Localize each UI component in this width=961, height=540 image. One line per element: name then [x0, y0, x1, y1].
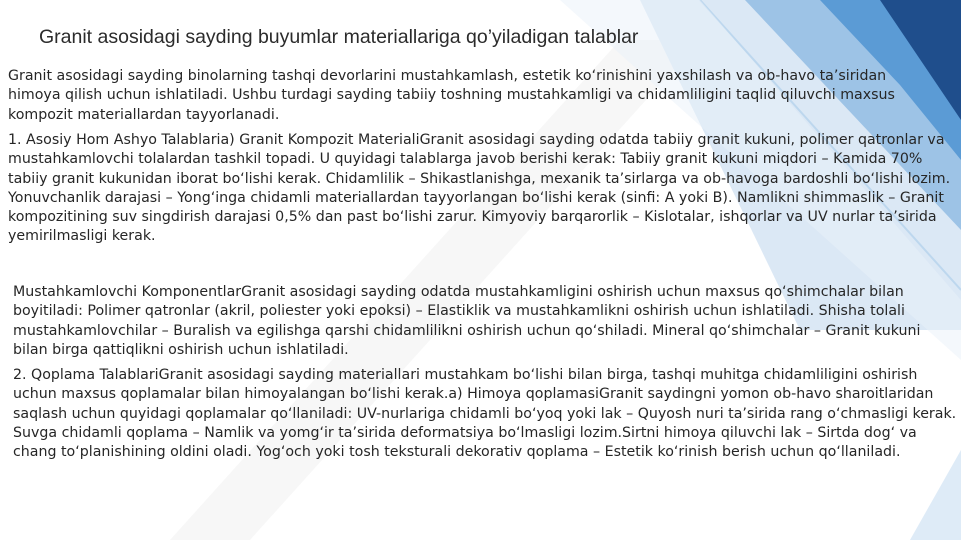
reinforcing-components-paragraph: Mustahkamlovchi KomponentlarGranit asosidagi sayding odatda mustahkamligini oshirish uchun maxsus qo‘shimchalar bilan boyitiladi: Polimer qatronlar (akril, poliester yoki epoksi) – Elastiklik va mustahkamlikni oshirish uchun ishlatiladi. Shisha tolali mustahkamlovchilar – Buralish va egilishga qarshi chidamlilikni oshirish uchun qo‘shiladi. Mineral qo‘shimchalar – Granit kukuni bilan birga qattiqlikni oshirish uchun ishlatiladi.: [13, 284, 921, 358]
coating-requirements-paragraph: 2. Qoplama TalablariGranit asosidagi sayding materiallari mustahkam bo‘lishi bilan birga, tashqi muhitga chidamliligini oshirish uchun maxsus qoplamalar bilan himoyalangan bo‘lishi kerak.a) Himoya qoplamasiGranit saydingni yomon ob-havo sharoitlaridan saqlash uchun quyidagi qoplamalar qo‘llaniladi: UV-nurlariga chidamli bo‘yoq yoki lak – Quyosh nuri ta’sirida rang o‘chmasligi kerak. Suvga chidamli qoplama – Namlik va yomg‘ir ta’sirida deformatsiya bo‘lmasligi lozim.Sirtni himoya qiluvchi lak – Sirtda dog‘ va chang to‘planishining oldini oladi. Yog‘och yoki tosh teksturali dekorativ qoplama – Estetik ko‘rinish berish uchun qo‘llaniladi.: [13, 367, 957, 461]
raw-material-requirements-paragraph: 1. Asosiy Hom Ashyo Talablaria) Granit Kompozit MaterialiGranit asosidagi sayding odatda tabiiy granit kukuni, polimer qatronlar va mustahkamlovchi tolalardan tashkil topadi. U quyidagi talablarga javob berishi kerak: Tabiiy granit kukuni miqdori – Kamida 70% tabiiy granit kukunidan iborat bo‘lishi kerak. Chidamlilik – Shikastlanishga, mexanik ta’sirlarga va ob-havoga bardoshli bo‘lishi lozim. Yonuvchanlik darajasi – Yong‘inga chidamli materiallardan tayyorlangan bo‘lishi kerak (sinfi: A yoki B). Namlikni shimmaslik – Granit kompozitining suv singdirish darajasi 0,5% dan past bo‘lishi zarur. Kimyoviy barqarorlik – Kislotalar, ishqorlar va UV nurlar ta’sirida yemirilmasligi kerak.: [8, 132, 951, 245]
decor-shard-bottom: [910, 450, 961, 540]
slide-title: Granit asosidagi sayding buyumlar materiallariga qo’yiladigan talablar: [39, 26, 639, 48]
intro-paragraph: Granit asosidagi sayding binolarning tashqi devorlarini mustahkamlash, estetik ko‘rinishini yaxshilash va ob-havo ta’siridan himoya qilish uchun ishlatiladi. Ushbu turdagi sayding tabiiy toshning mustahkamligi va chidamliligini taqlid qiluvchi maxsus kompozit materiallardan tayyorlanadi.: [8, 68, 895, 123]
